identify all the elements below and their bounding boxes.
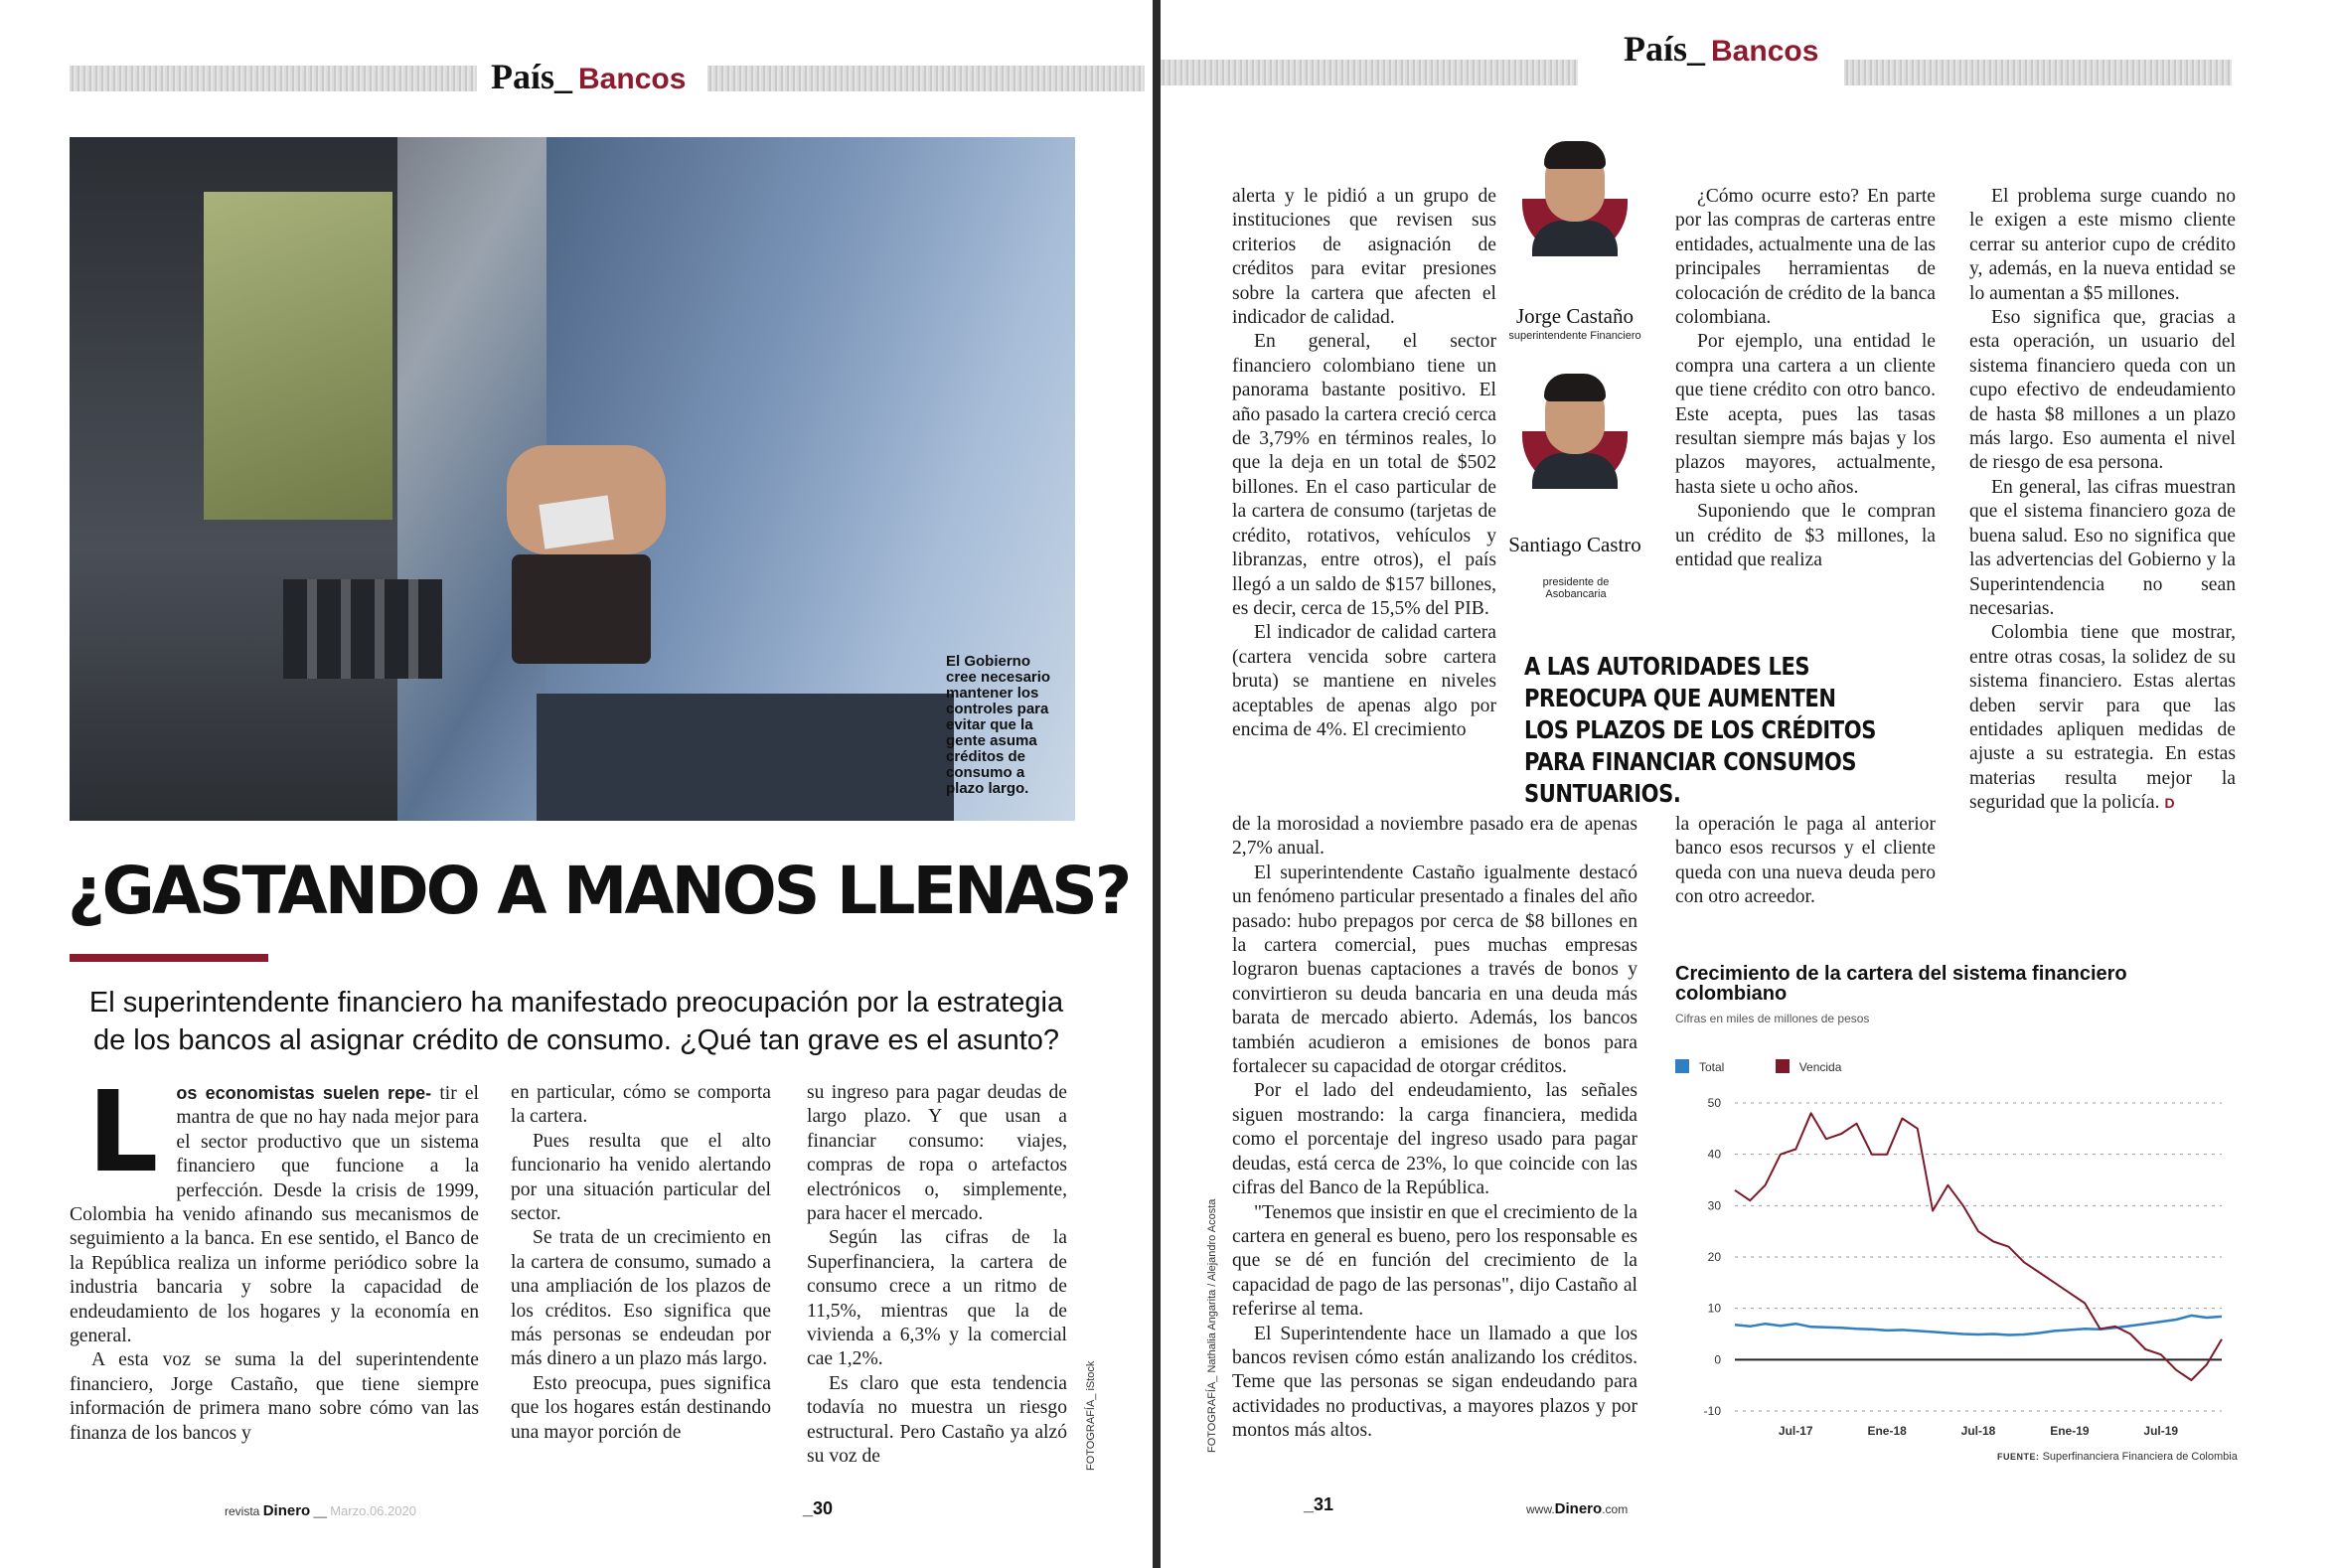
paragraph: "Tenemos que insistir en que el crecimiento de la cartera en general es bueno, pero los responsable es que se dé en función del crecimiento de la capacidad de pago de las personas", dijo Castaño al referirse al tema. xyxy=(1232,1201,1637,1321)
footer-date: Marzo.06.2020 xyxy=(330,1503,416,1518)
paragraph-text: Colombia tiene que mostrar, entre otras cosas, la solidez de su sistema financiero. Estas alertas deben servir para que las entidades apliquen medidas de ajuste a su estrategia. En estas materias resulta mejor la seguridad que la policía. xyxy=(1969,622,2236,814)
paragraph: su ingreso para pagar deudas de largo plazo. Y que usan a financiar consumo: viajes, compras de ropa o artefactos electrónicos o, simplemente, para hacer el mercado. xyxy=(807,1082,1067,1225)
dropcap: L xyxy=(87,1068,159,1197)
footer-brand-name: Dinero xyxy=(1554,1500,1603,1517)
portrait-santiago-castro xyxy=(1520,370,1630,489)
right-column-2-bottom xyxy=(1675,813,1936,910)
paragraph: Es claro que esta tendencia todavía no muestra un riesgo estructural. Pero Castaño ya alzó su voz de xyxy=(807,1372,1067,1468)
footer-url-prefix: www. xyxy=(1526,1502,1555,1516)
paragraph: alerta y le pidió a un grupo de instituciones que revisen sus criterios de asignación de créditos para evitar presiones sobre la cartera que afecten el indicador de calidad. xyxy=(1232,186,1496,329)
header-band-right xyxy=(707,66,1145,91)
left-column-2 xyxy=(511,1081,771,1445)
right-column-2-top xyxy=(1675,185,1936,573)
header-band-right xyxy=(1844,60,2232,85)
legend-label-total: Total xyxy=(1699,1060,1725,1074)
atm-keypad xyxy=(283,579,442,679)
photo-credit: FOTOGRAFÍA_ iStock xyxy=(1085,1360,1097,1471)
paragraph: En general, el sector financiero colombiano tiene un panorama bastante positivo. El año pasado la cartera creció cerca de 3,79% en términos reales, lo que la deja en un total de $502 billones. En el caso particular de la cartera de consumo (tarjetas de crédito, rotativos, vehículos y libranzas, entre otros), el país llegó a un saldo de $157 billones, es decir, cerca de 15,5% del PIB. xyxy=(1232,331,1496,619)
photo-caption: El Gobierno cree necesario mantener los controles para evitar que la gente asuma créditos de consumo a plazo largo. xyxy=(946,653,1051,797)
person-role: presidente de Asobancaria xyxy=(1542,576,1610,600)
paragraph: El indicador de calidad cartera (cartera vencida sobre cartera bruta) se mantiene en niveles aceptables de apenas algo por encima de 4%. El crecimiento xyxy=(1232,622,1496,740)
x-tick-label: Jul-19 xyxy=(2143,1424,2179,1438)
paragraph: A esta voz se suma la del superintendente financiero, Jorge Castaño, que tiene siempre información de primera mano sobre cómo van las finanza de los bancos y xyxy=(70,1349,479,1444)
chart-source-text: Superfinanciera Financiera de Colombia xyxy=(2042,1451,2238,1463)
portrait-jorge-castano xyxy=(1520,137,1630,256)
paragraph: en particular, cómo se comporta la cartera. xyxy=(511,1082,771,1128)
paragraph: Eso significa que, gracias a esta operación, un usuario del sistema financiero queda con un cupo efectivo de endeudamiento de hasta $8 millones a un plazo más largo. Eso aumenta el nivel de riesgo de esa persona. xyxy=(1969,307,2236,474)
chart-subtitle: Cifras en miles de millones de pesos xyxy=(1675,1012,1870,1025)
paragraph xyxy=(1969,621,2236,815)
left-column-3 xyxy=(807,1081,1067,1470)
right-column-1-top xyxy=(1232,185,1496,742)
chart-legend xyxy=(1675,1059,1841,1074)
paragraph: ¿Cómo ocurre esto? En parte por las compras de carteras entre entidades, actualmente una de las principales herramientas de colocación de crédito de la banca colombiana. xyxy=(1675,186,1936,329)
chart-title: Crecimiento de la cartera del sistema financiero colombiano xyxy=(1675,963,2127,1005)
paragraph: la operación le paga al anterior banco esos recursos y el cliente queda con una nueva deuda pero con otro acreedor. xyxy=(1675,814,1936,908)
portrait-suit xyxy=(1532,221,1618,256)
paragraph: Según las cifras de la Superfinanciera, la cartera de consumo crece a un ritmo de 11,5%, mientras que la de vivienda a 6,3% y la comercial cae 1,2%. xyxy=(807,1227,1067,1370)
right-column-1-bottom xyxy=(1232,813,1637,1444)
chart-source-label: FUENTE: xyxy=(1997,1452,2040,1462)
page-number: _30 xyxy=(803,1498,834,1518)
footer-brand: revista Dinero __ Marzo.06.2020 xyxy=(225,1502,416,1519)
footer-url-suffix: .com xyxy=(1602,1502,1629,1516)
person-role: superintendente Financiero xyxy=(1508,330,1641,342)
footer-brand-prefix: revista xyxy=(225,1504,260,1518)
section-header xyxy=(491,56,686,97)
portrait-hair xyxy=(1544,141,1606,169)
left-page xyxy=(0,0,1153,1568)
y-tick-label: 30 xyxy=(1707,1198,1721,1213)
deck: El superintendente financiero ha manifestado preocupación por la estrategia de los bancos al asignar crédito de consumo. ¿Qué tan grave es el asunto? xyxy=(88,987,1064,1056)
paragraph: Por ejemplo, una entidad le compra una cartera a un cliente que tiene crédito con otro banco. Este acepta, pues las tasas resultan siempre más bajas y los plazos mayores, actualmente, hasta siete u ocho años. xyxy=(1675,331,1936,498)
paragraph: Pues resulta que el alto funcionario ha venido alertando por una situación particular del sector. xyxy=(511,1130,771,1225)
y-tick-label: 50 xyxy=(1707,1096,1721,1110)
paragraph: Por el lado del endeudamiento, las señales siguen mostrando: la carga financiera, medida como el porcentaje del ingreso usado para pagar deudas, está cerca de 23%, lo que coincide con las cifras del Banco de la República. xyxy=(1232,1080,1637,1199)
header-band-left xyxy=(1161,60,1578,85)
page-gutter xyxy=(1153,0,1161,1568)
headline-rule xyxy=(70,954,268,962)
chart-source xyxy=(1997,1451,2238,1463)
paragraph: Esto preocupa, pues significa que los hogares están destinando una mayor porción de xyxy=(511,1372,771,1443)
y-tick-label: 0 xyxy=(1714,1352,1721,1367)
x-tick-label: Ene-18 xyxy=(1867,1424,1907,1438)
paragraph: de la morosidad a noviembre pasado era de apenas 2,7% anual. xyxy=(1232,814,1637,860)
paragraph: El Superintendente hace un llamado a que los bancos revisen cómo están analizando los créditos. Teme que las personas se sigan endeudando para actividades no productivas, a mayores plazos y por montos más altos. xyxy=(1232,1323,1637,1442)
page-number: _31 xyxy=(1304,1494,1334,1514)
x-tick-label: Jul-18 xyxy=(1960,1424,1996,1438)
person-name: Santiago Castro xyxy=(1508,533,1641,556)
section-label: País_ xyxy=(1624,29,1706,69)
bank-card xyxy=(539,495,614,549)
y-tick-label: 10 xyxy=(1707,1301,1721,1316)
section-label: País_ xyxy=(491,57,573,96)
portrait-hair xyxy=(1544,374,1606,401)
photo-credit-vertical: FOTOGRAFÍA_ Nathalia Angarita / Alejandro Acosta xyxy=(1206,1198,1218,1453)
paragraph: Suponiendo que le compran un crédito de $3 millones, la entidad que realiza xyxy=(1675,501,1936,571)
paragraph: El superintendente Castaño igualmente destacó un fenómeno particular presentado a finales del año pasado: hubo prepagos por cerca de $8 billones en la cartera comercial, pues muchas empresas lograron buenas captaciones a través de bonos y convirtieron su deuda bancaria en una deuda más barata de mercado abierto. Además, los bancos también acudieron a emisiones de bonos para fortalecer su capacidad de otorgar créditos. xyxy=(1232,862,1637,1078)
header-band-left xyxy=(70,66,477,91)
person-name: Jorge Castaño xyxy=(1515,304,1634,328)
end-mark: D xyxy=(2164,795,2175,812)
lead-in: os economistas suelen repe- xyxy=(176,1083,432,1103)
left-column-1 xyxy=(70,1068,479,1446)
pull-quote: A LAS AUTORIDADES LES PREOCUPA QUE AUMENTEN LOS PLAZOS DE LOS CRÉDITOS PARA FINANCIAR CONSUMOS SUNTUARIOS. xyxy=(1524,652,1876,808)
atm-photo xyxy=(70,137,1075,821)
paragraph: En general, las cifras muestran que el sistema financiero goza de buena salud. Eso no significa que las advertencias del Gobierno y la Superintendencia no sean necesarias. xyxy=(1969,476,2236,619)
paragraph: El problema surge cuando no le exigen a este mismo cliente cerrar su anterior cupo de crédito y, además, en la nueva entidad se lo aumentan a $5 millones. xyxy=(1969,186,2236,304)
subsection-label: Bancos xyxy=(578,63,687,95)
paragraph: Se trata de un crecimiento en la cartera de consumo, sumado a una ampliación de los plazos de los créditos. Eso significa que más personas se endeudan por más dinero a un plazo más largo. xyxy=(511,1227,771,1370)
x-tick-label: Jul-17 xyxy=(1778,1424,1813,1438)
section-header xyxy=(1624,28,1818,70)
footer-brand-name: Dinero xyxy=(262,1502,311,1519)
legend-swatch-total xyxy=(1675,1059,1689,1073)
x-tick-label: Ene-19 xyxy=(2050,1424,2090,1438)
paragraph: tir el mantra de que no hay nada mejor para el sector productivo que un sistema financiero que funcione a la perfección. Desde la crisis de 1999, Colombia ha venido afinando sus mecanismos de seguimiento a la banca. En ese sentido, el Banco de la República realiza un informe periódico sobre la industria bancaria y sobre la capacidad de endeudamiento de los hogares y la economía en general. xyxy=(70,1083,479,1347)
legend-swatch-vencida xyxy=(1776,1059,1790,1073)
portrait-suit xyxy=(1532,453,1618,489)
series-line-vencida xyxy=(1735,1113,2222,1380)
subsection-label: Bancos xyxy=(1711,35,1819,68)
y-tick-label: 20 xyxy=(1707,1250,1721,1264)
y-tick-label: -10 xyxy=(1703,1404,1721,1418)
wallet xyxy=(512,554,651,664)
line-chart xyxy=(1675,1083,2232,1441)
atm-screen xyxy=(204,192,392,520)
headline: ¿GASTANDO A MANOS LLENAS? xyxy=(68,853,1130,929)
y-tick-label: 40 xyxy=(1707,1147,1721,1162)
footer-url xyxy=(1526,1500,1628,1517)
person-jeans xyxy=(537,694,954,821)
right-column-3 xyxy=(1969,185,2236,816)
legend-label-vencida: Vencida xyxy=(1798,1060,1842,1074)
series-line-total xyxy=(1735,1316,2222,1335)
